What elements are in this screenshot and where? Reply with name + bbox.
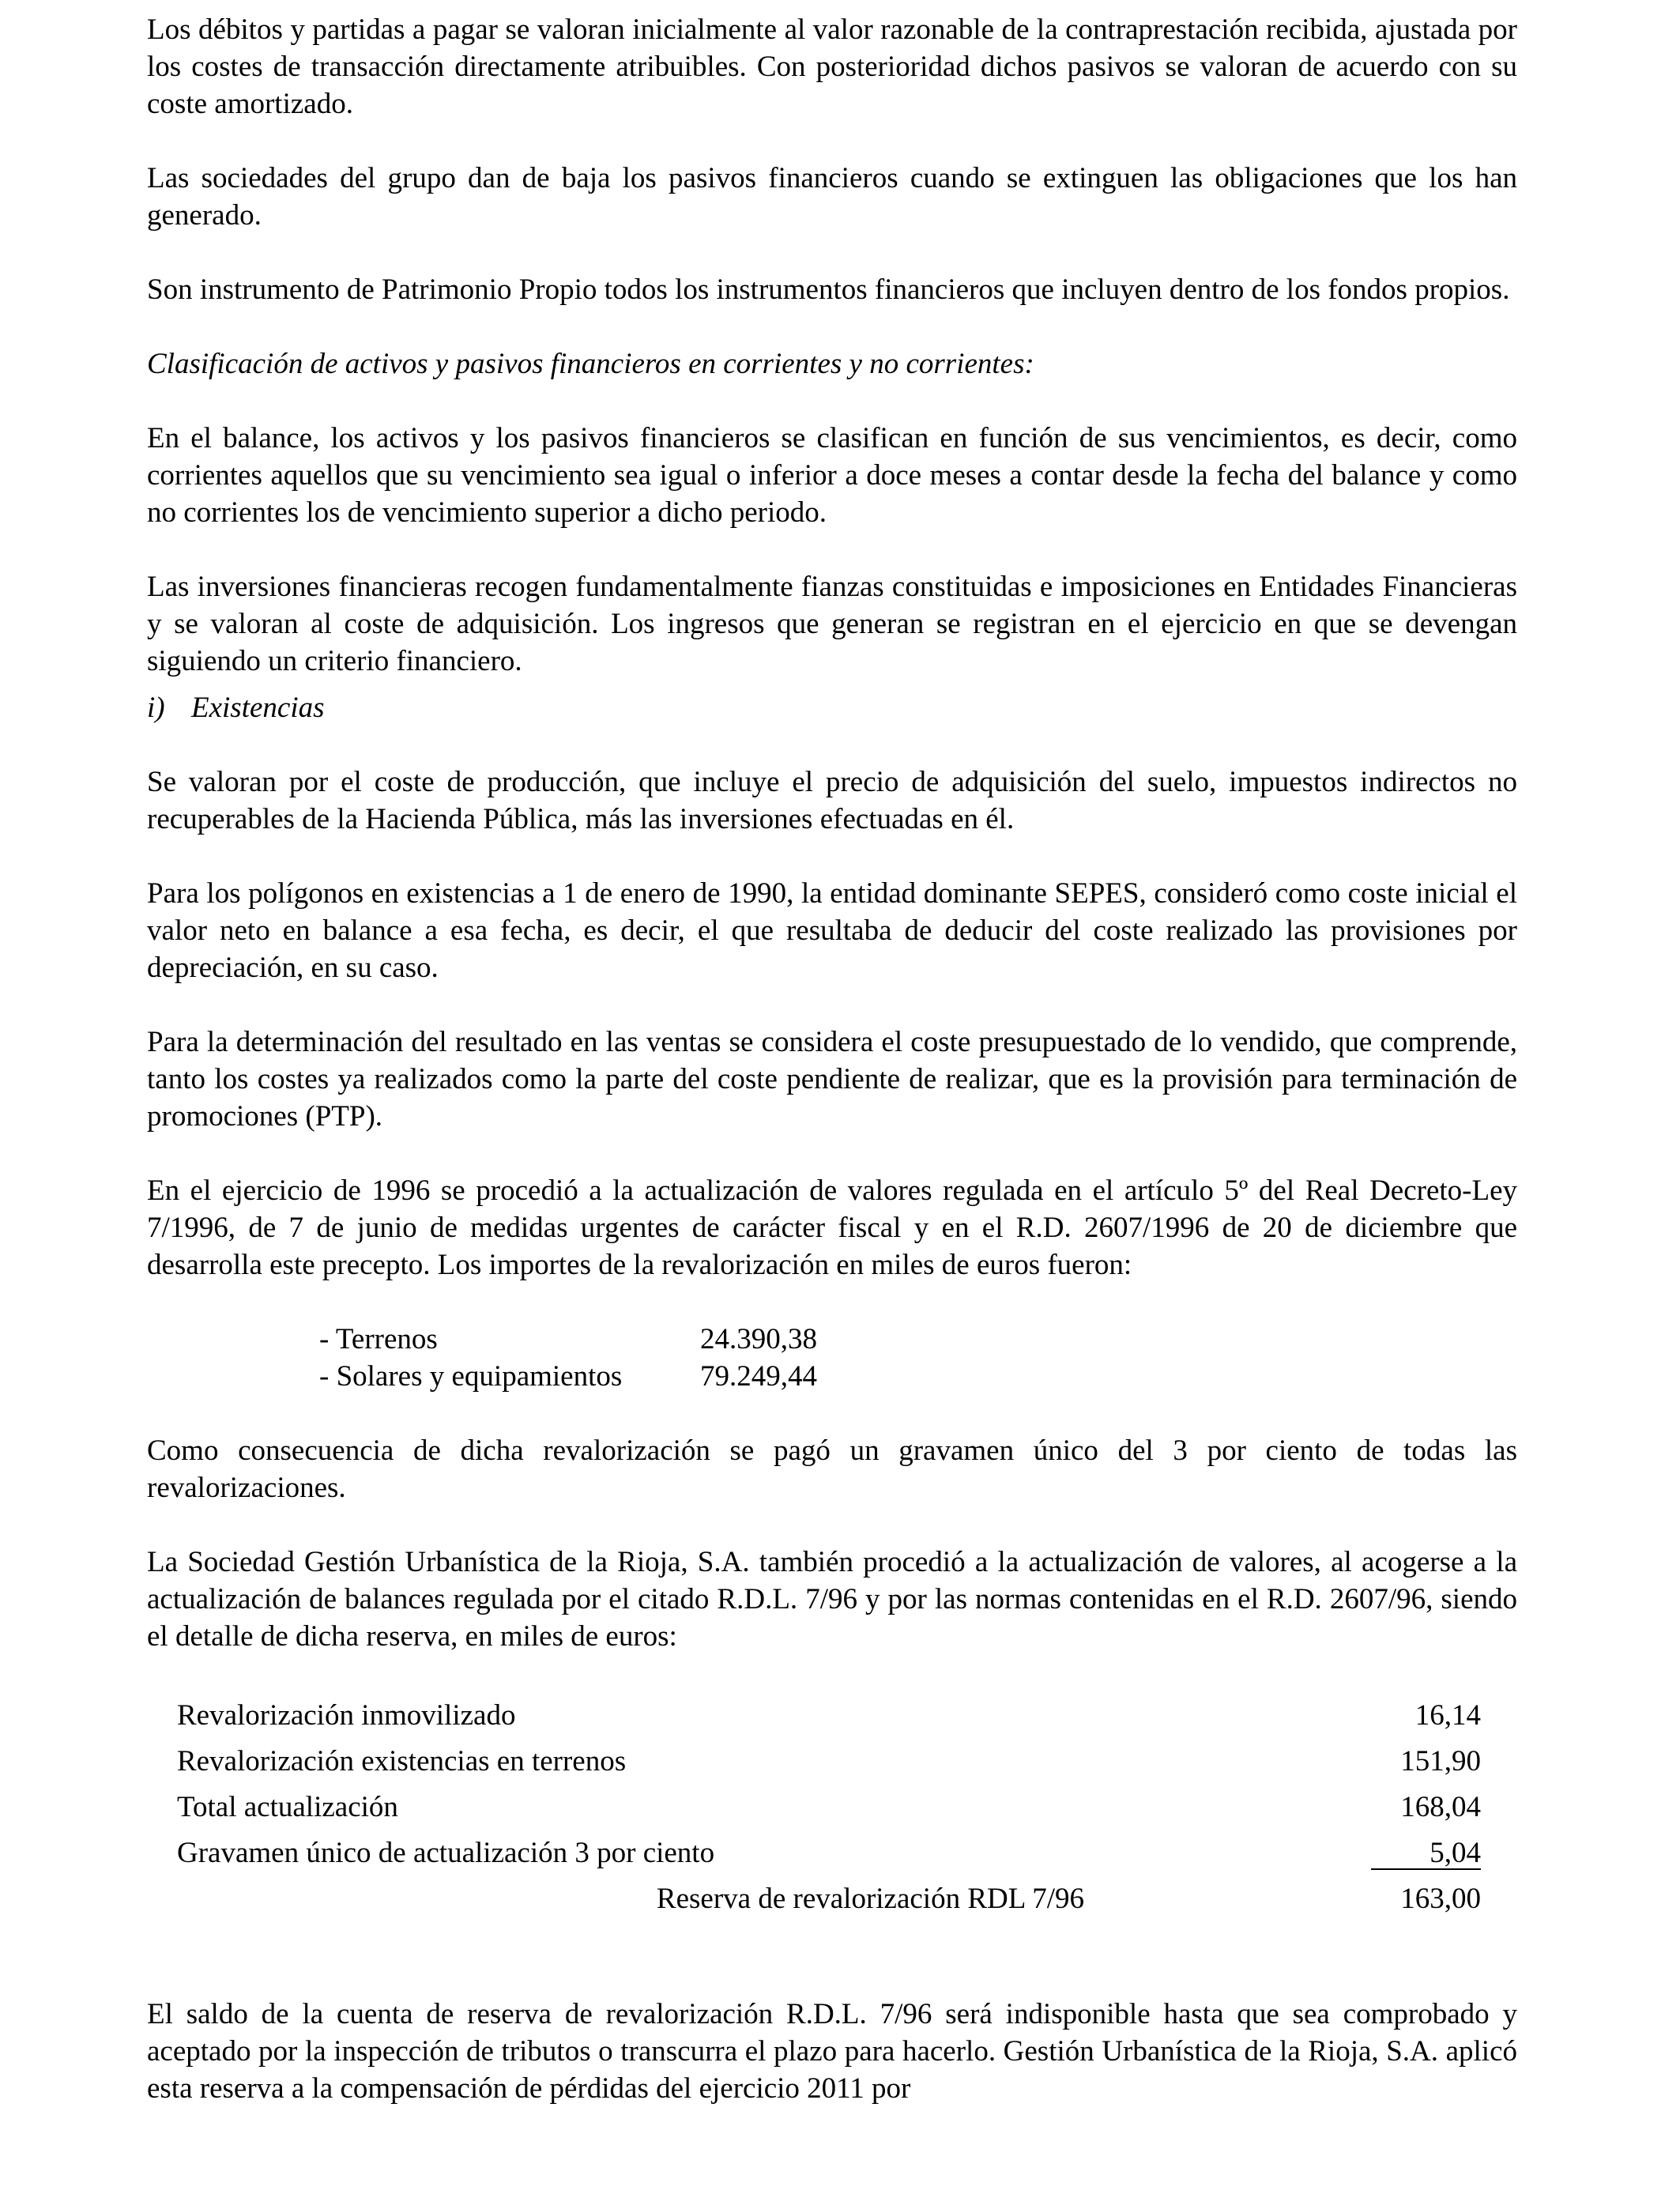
paragraph-saldo-reserva: El saldo de la cuenta de reserva de revalorización R.D.L. 7/96 será indisponible hasta que sea comprobado y aceptado por la inspección de tributos o transcurra el plazo para hacerlo. Gestión Urbanística de la Rioja, S.A. aplicó esta reserva a la compensación de pérdidas del ejercicio 2011 por [147,1998,1517,2105]
revaluation-label: - Solares y equipamientos [319,1360,623,1393]
reserve-value: 5,04 [1371,1838,1481,1870]
reserve-table [177,1692,1481,1921]
document-page [147,11,1517,2107]
reserve-total-label: Reserva de revalorización RDL 7/96 [656,1882,1084,1915]
paragraph-gravamen: Como consecuencia de dicha revalorización se pagó un gravamen único del 3 por ciento de todas las revalorizaciones. [147,1434,1517,1504]
section-mark: i) [147,692,165,724]
subheading-clasificacion: Clasificación de activos y pasivos financieros en corrientes y no corrientes: [147,348,1034,380]
section-heading-existencias [147,689,1517,726]
reserve-value: 151,90 [1400,1744,1481,1777]
reserve-label: Total actualización [177,1790,398,1823]
paragraph-inversiones: Las inversiones financieras recogen fundamentalmente fianzas constituidas e imposiciones en Entidades Financieras y se valoran al coste de adquisición. Los ingresos que generan se registran en el ejercicio en que se devengan siguiendo un criterio financiero. [147,571,1517,677]
paragraph-resultado-ventas: Para la determinación del resultado en las ventas se considera el coste presupuestado de lo vendido, que comprende, tanto los costes ya realizados como la parte del coste pendiente de realizar, que es la provisión para terminación de promociones (PTP). [147,1026,1517,1133]
paragraph-balance: En el balance, los activos y los pasivos financieros se clasifican en función de sus vencimientos, es decir, como corrientes aquellos que su vencimiento sea igual o inferior a doce meses a contar desde la fecha del balance y como no corrientes los de vencimiento superior a dicho periodo. [147,422,1517,529]
paragraph-baja-pasivos: Las sociedades del grupo dan de baja los pasivos financieros cuando se extinguen las obligaciones que los han generado. [147,162,1517,232]
reserve-label: Revalorización inmovilizado [177,1698,516,1732]
paragraph-valoran-coste: Se valoran por el coste de producción, que incluye el precio de adquisición del suelo, impuestos indirectos no recuperables de la Hacienda Pública, más las inversiones efectuadas en él. [147,766,1517,835]
revaluation-label: - Terrenos [319,1323,438,1355]
table-row [177,1784,1481,1830]
paragraph-actualizacion-1996: En el ejercicio de 1996 se procedió a la actualización de valores regulada en el artículo 5º del Real Decreto-Ley 7/1996, de 7 de junio de medidas urgentes de carácter fiscal y en el R.D. 2607/1996 de 20 de diciembre que desarrolla este precepto. Los importes de la revalorización en miles de euros fueron: [147,1174,1517,1281]
revaluation-value: 79.249,44 [700,1360,817,1393]
table-row [177,1692,1481,1738]
table-row [177,1738,1481,1784]
paragraph-poligonos: Para los polígonos en existencias a 1 de enero de 1990, la entidad dominante SEPES, consideró como coste inicial el valor neto en balance a esa fecha, es decir, el que resultaba de deducir del coste realizado las provisiones por depreciación, en su caso. [147,877,1517,984]
table-total-row [177,1875,1481,1921]
reserve-total-value: 163,00 [1400,1882,1481,1915]
table-row [177,1830,1481,1875]
paragraph-sociedad-rioja: La Sociedad Gestión Urbanística de la Rioja, S.A. también procedió a la actualización de valores, al acogerse a la actualización de balances regulada por el citado R.D.L. 7/96 y por las normas contenidas en el R.D. 2607/96, siendo el detalle de dicha reserva, en miles de euros: [147,1546,1517,1653]
revaluation-value: 24.390,38 [700,1323,817,1355]
reserve-value: 16,14 [1414,1698,1481,1732]
paragraph-patrimonio-propio: Son instrumento de Patrimonio Propio todos los instrumentos financieros que incluyen dentro de los fondos propios. [147,273,1510,306]
reserve-label: Gravamen único de actualización 3 por ciento [177,1836,715,1869]
paragraph-debitos: Los débitos y partidas a pagar se valoran inicialmente al valor razonable de la contraprestación recibida, ajustada por los costes de transacción directamente atribuibles. Con posterioridad dichos pasivos se valoran de acuerdo con su coste amortizado. [147,13,1517,120]
list-item [319,1358,1030,1395]
reserve-label: Revalorización existencias en terrenos [177,1744,627,1777]
list-item [319,1321,1030,1358]
section-title: Existencias [191,692,325,724]
reserve-value-underlined [1291,1834,1481,1872]
revaluation-list [319,1321,1030,1395]
reserve-value: 168,04 [1400,1790,1481,1823]
